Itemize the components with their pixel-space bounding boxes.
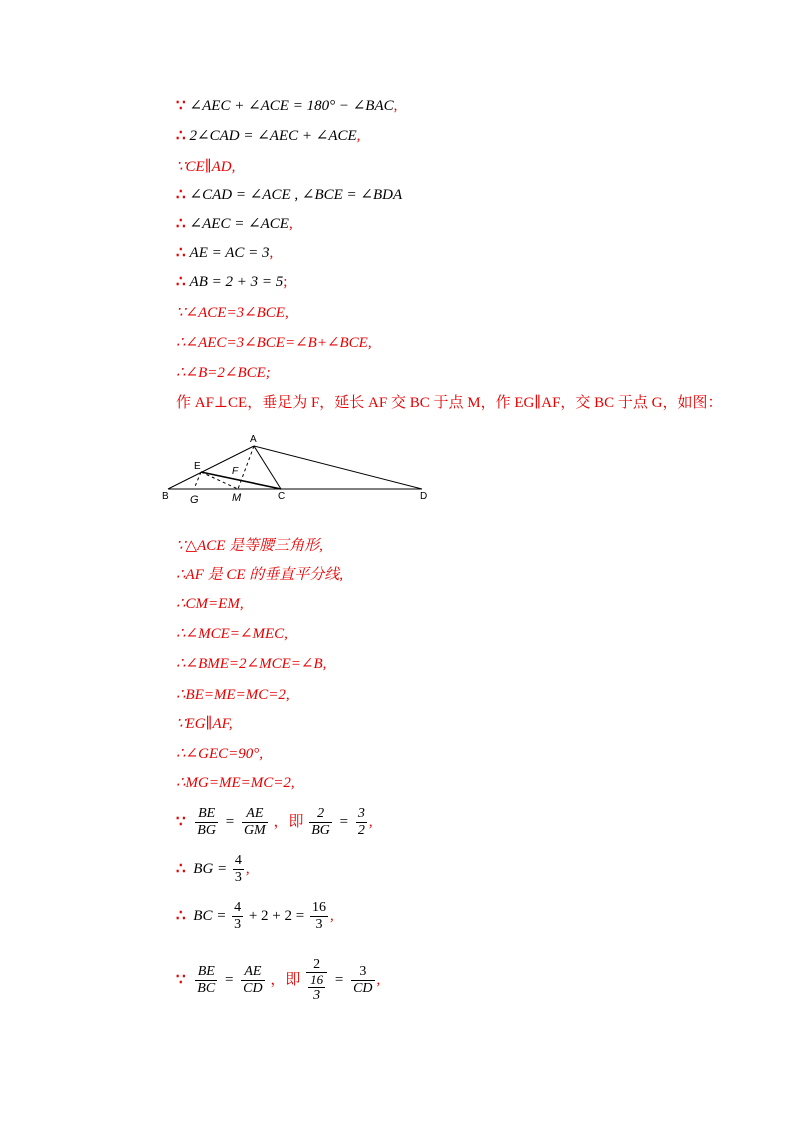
label-E: E [194, 461, 201, 472]
line-9: ∴∠AEC=3∠BCE=∠B+∠BCE, [176, 335, 372, 351]
frac-4-3-b: $\frac{4}{3}$ [234, 900, 242, 933]
line-12: ∵△ACE 是等腰三角形, [176, 538, 323, 554]
label-D: D [420, 491, 428, 502]
line-1-math: ∠AEC + ∠ACE = 180° − ∠BAC [189, 98, 394, 114]
label-C: C [278, 491, 286, 502]
frac-16-3: $\frac{16}{3}$ [311, 900, 326, 933]
label-G: G [190, 494, 199, 506]
fraction-line-1: ∵ $\frac{BE}{BG}$ = $\frac{AE}{GM}$ ，即 $\frac{2}{BG}$ = $\frac{3}{2}$ , [176, 806, 373, 839]
line-5-math: ∠AEC = ∠ACE [189, 216, 289, 232]
frac-2-over-16-3: $\frac{2}{\frac{16}{3}}$ [306, 958, 327, 1004]
label-B: B [162, 491, 169, 502]
line-6-math: AE = AC = 3 [189, 245, 270, 261]
segment-AC [254, 446, 281, 489]
frac-AE-CD: $\frac{AE}{CD}$ [243, 964, 263, 997]
fraction-line-3: ∴ BC = $\frac{4}{3}$ + 2 + 2 = $\frac{16}{3}$ , [176, 900, 334, 933]
label-M: M [232, 492, 242, 504]
line-6: ∴ AE = AC = 3, [176, 245, 274, 261]
line-7: ∴ AB = 2 + 3 = 5; [176, 274, 288, 290]
line-7-math: AB = 2 + 3 = 5 [189, 274, 284, 290]
line-16: ∴∠BME=2∠MCE=∠B, [176, 656, 327, 672]
line-15: ∴∠MCE=∠MEC, [176, 626, 288, 642]
line-11-construction: 作 AF⊥CE，垂足为 F，延长 AF 交 BC 于点 M，作 EG∥AF，交 BC 于点 G，如图： [176, 395, 723, 411]
line-2-math: 2∠CAD = ∠AEC + ∠ACE [189, 128, 357, 144]
fraction-line-4: ∵ $\frac{BE}{BC}$ = $\frac{AE}{CD}$ ，即 $\frac{2}{\frac{16}{3}}$ = $\frac{3}{CD}$ , [176, 956, 381, 1003]
geometry-figure [150, 425, 450, 515]
line-8: ∵∠ACE=3∠BCE, [176, 305, 289, 321]
line-4-math: ∠CAD = ∠ACE , ∠BCE = ∠BDA [189, 187, 403, 203]
frac-2-BG: $\frac{2}{BG}$ [311, 806, 330, 839]
line-18: ∵EG∥AF, [176, 716, 233, 732]
line-4: ∴ ∠CAD = ∠ACE , ∠BCE = ∠BDA [176, 187, 403, 203]
frac-4-3: $\frac{4}{3}$ [234, 853, 242, 886]
line-1: ∵ ∠AEC + ∠ACE = 180° − ∠BAC, [176, 98, 398, 114]
line-19: ∴∠GEC=90°, [176, 746, 263, 762]
line-20: ∴MG=ME=MC=2, [176, 775, 295, 791]
line-17: ∴BE=ME=MC=2, [176, 687, 290, 703]
line-5: ∴ ∠AEC = ∠ACE, [176, 216, 293, 232]
label-A: A [250, 434, 257, 445]
line-3: ∵CE∥AD, [176, 159, 236, 175]
line-10: ∴∠B=2∠BCE; [176, 365, 271, 381]
line-13: ∴AF 是 CE 的垂直平分线, [176, 567, 344, 583]
segment-AD [254, 446, 422, 489]
frac-3-2: $\frac{3}{2}$ [357, 806, 365, 839]
frac-3-CD: $\frac{3}{CD}$ [353, 964, 373, 997]
frac-AE-GM: $\frac{AE}{GM}$ [243, 806, 266, 839]
line-14: ∴CM=EM, [176, 596, 244, 612]
frac-BE-BG: $\frac{BE}{BG}$ [197, 806, 216, 839]
line-2: ∴ 2∠CAD = ∠AEC + ∠ACE, [176, 128, 361, 144]
fraction-line-2: ∴ BG = $\frac{4}{3}$ , [176, 853, 250, 886]
label-F: F [232, 466, 239, 477]
segment-BA [168, 446, 254, 489]
frac-BE-BC: $\frac{BE}{BC}$ [197, 964, 216, 997]
